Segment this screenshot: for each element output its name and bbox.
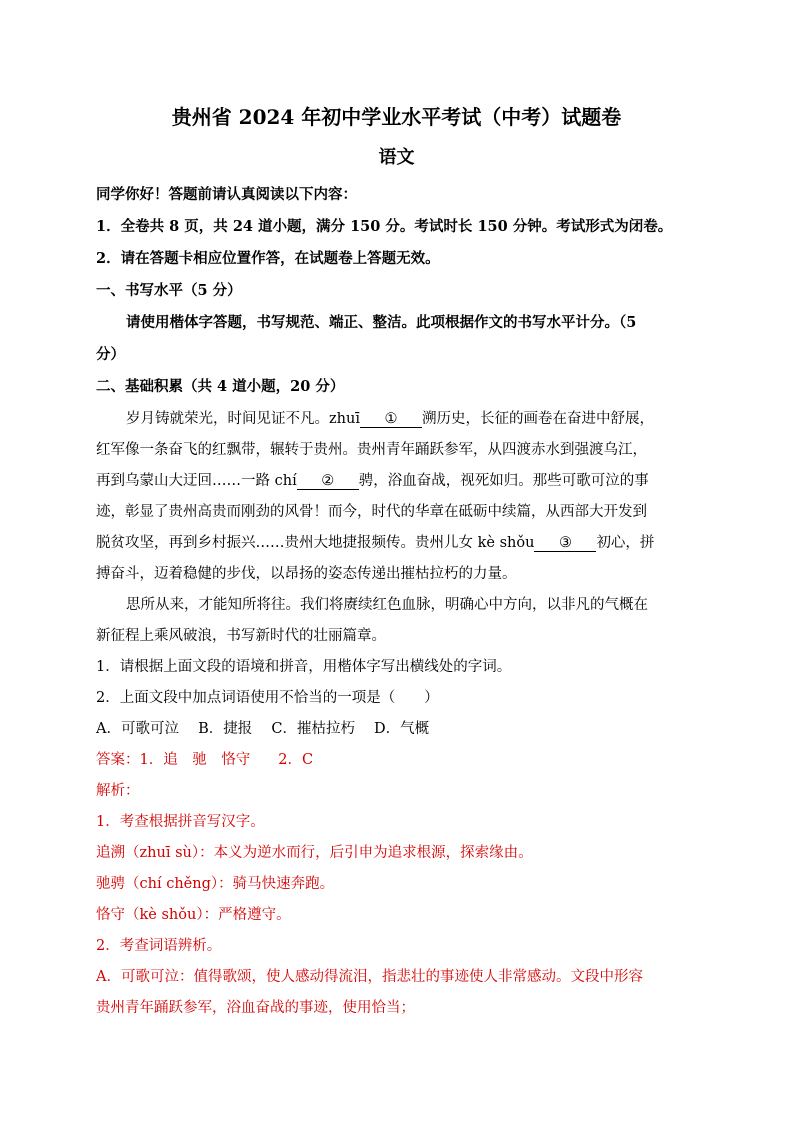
analysis-line-5: 2．考查词语辨析。 <box>96 938 222 954</box>
answer-text: 答案：1．追 驰 恪守 <box>96 752 251 768</box>
passage-line-1 <box>126 409 726 429</box>
passage-text: 初心，拼 <box>596 535 655 551</box>
intro-item-2: 2．请在答题卡相应位置作答，在试题卷上答题无效。 <box>96 250 440 267</box>
intro-greeting: 同学你好！答题前请认真阅读以下内容： <box>96 186 357 203</box>
subject-title: 语文 <box>378 147 415 168</box>
analysis-label: 解析： <box>96 783 140 799</box>
passage2-line-2: 新征程上乘风破浪，书写新时代的壮丽篇章。 <box>96 628 386 644</box>
passage-line-5 <box>96 533 696 553</box>
analysis-line-1: 1．考查根据拼音写汉字。 <box>96 814 265 830</box>
section1-body-line2: 分） <box>96 346 125 363</box>
analysis-line-3: 驰骋（chí chěng）：骑马快速奔跑。 <box>96 876 335 892</box>
section1-heading: 一、书写水平（5 分） <box>96 282 242 299</box>
passage-text: 岁月铸就荣光，时间见证不凡。zhuī <box>126 411 360 427</box>
passage-text: 溯历史，长征的画卷在奋进中舒展， <box>421 411 654 427</box>
passage-line-3 <box>96 471 696 491</box>
passage-text: 再到乌蒙山大迂回……一路 chí <box>96 473 297 489</box>
passage-text: 脱贫攻坚，再到乡村振兴……贵州大地捷报频传。贵州儿女 kè shǒu <box>96 535 535 551</box>
passage-text: 骋，浴血奋战，视死如归。那些可歌可泣的事 <box>358 473 649 489</box>
passage-line-4: 迹，彰显了贵州高贵而刚劲的风骨！而今，时代的华章在砥砺中续篇，从西部大开发到 <box>96 504 647 520</box>
question-2: 2．上面文段中加点词语使用不恰当的一项是（ ） <box>96 690 439 706</box>
blank-1: ① <box>360 411 422 428</box>
blank-2: ② <box>297 473 359 490</box>
answer-text: 2．C <box>278 752 314 768</box>
blank-3: ③ <box>534 535 596 552</box>
section2-heading: 二、基础积累（共 4 道小题，20 分） <box>96 378 345 395</box>
analysis-line-7: 贵州青年踊跃参军，浴血奋战的事迹，使用恰当； <box>96 1000 415 1016</box>
question-1: 1．请根据上面文段的语境和拼音，用楷体字写出横线处的字词。 <box>96 659 512 675</box>
passage2-line-1: 思所从来，才能知所将往。我们将赓续红色血脉，明确心中方向，以非凡的气概在 <box>126 597 648 613</box>
analysis-line-2: 追溯（zhuī sù）：本义为逆水而行，后引申为追求根源，探索缘由。 <box>96 845 533 861</box>
answer-line <box>96 750 696 770</box>
intro-item-1: 1．全卷共 8 页，共 24 道小题，满分 150 分。考试时长 150 分钟。考试形式为闭卷。 <box>96 218 673 235</box>
passage-line-6: 搏奋斗，迈着稳健的步伐，以昂扬的姿态传递出摧枯拉朽的力量。 <box>96 566 517 582</box>
analysis-line-4: 恪守（kè shǒu）：严格遵守。 <box>96 907 291 923</box>
question-2-options: A．可歌可泣 B．捷报 C．摧枯拉朽 D．气概 <box>96 721 430 737</box>
section1-body-line1: 请使用楷体字答题，书写规范、端正、整洁。此项根据作文的书写水平计分。（5 <box>126 314 637 331</box>
exam-title: 贵州省 2024 年初中学业水平考试（中考）试题卷 <box>171 105 622 129</box>
passage-line-2: 红军像一条奋飞的红飘带，辗转于贵州。贵州青年踊跃参军，从四渡赤水到强渡乌江， <box>96 442 647 458</box>
analysis-line-6: A．可歌可泣：值得歌颂，使人感动得流泪，指悲壮的事迹使人非常感动。文段中形容 <box>96 969 643 985</box>
